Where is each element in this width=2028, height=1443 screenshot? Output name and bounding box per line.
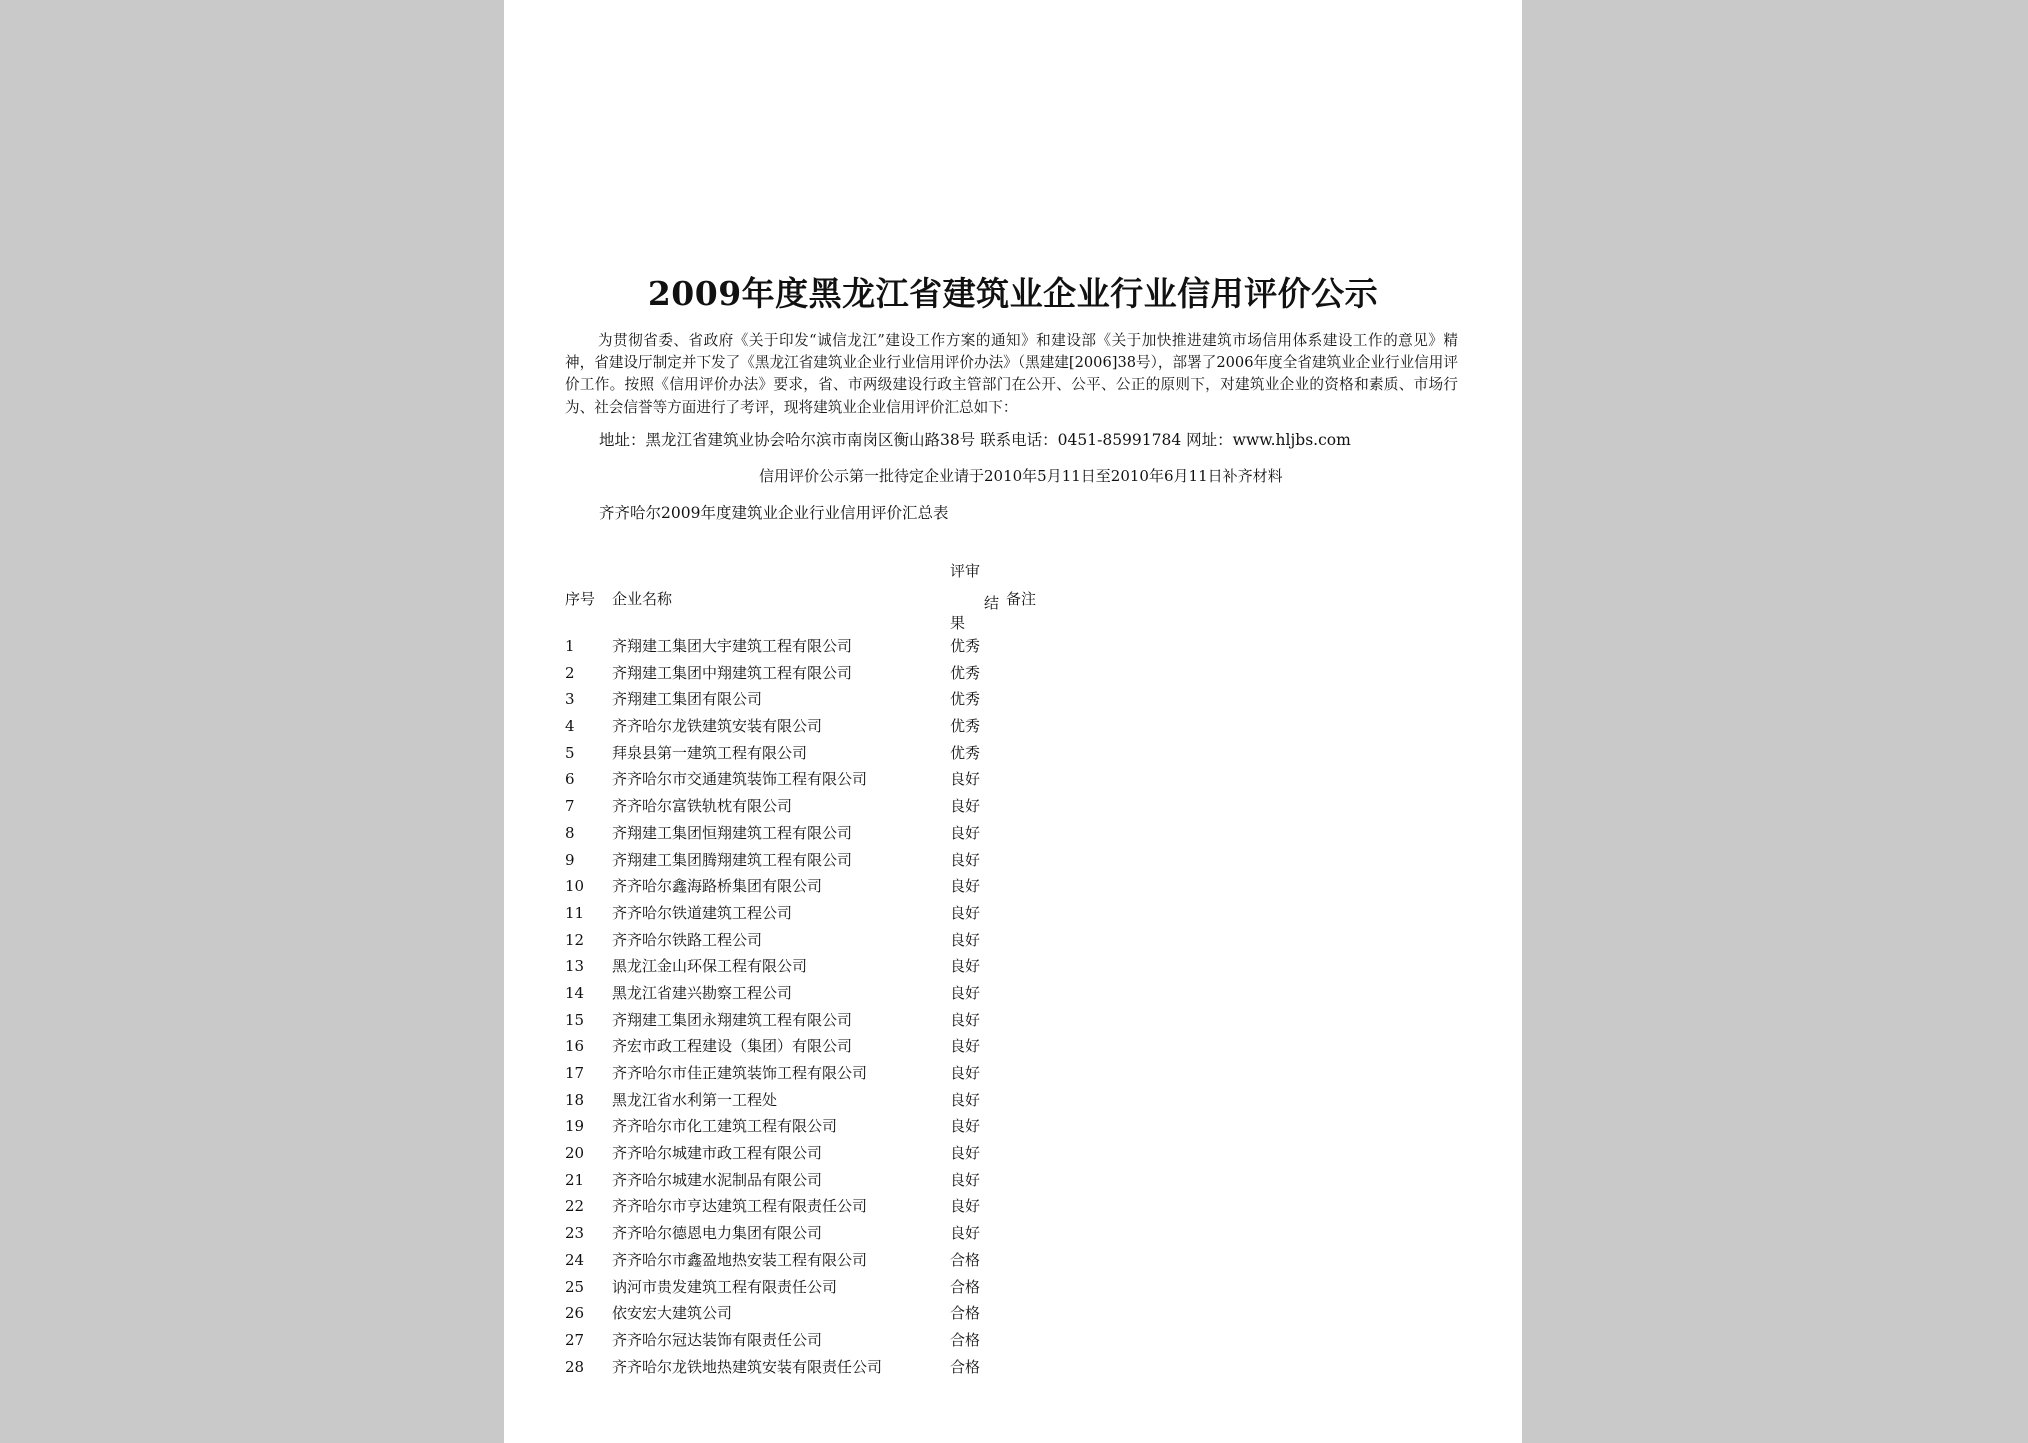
table-row bbox=[565, 1063, 1165, 1090]
header-note: 备注 bbox=[1006, 590, 1037, 608]
table-row bbox=[565, 663, 1165, 690]
row-result: 合格 bbox=[950, 1330, 981, 1349]
row-company-name: 齐宏市政工程建设（集团）有限公司 bbox=[612, 1037, 853, 1056]
row-result: 合格 bbox=[950, 1304, 981, 1323]
row-seq: 15 bbox=[565, 1010, 585, 1029]
notice-line: 信用评价公示第一批待定企业请于2010年5月11日至2010年6月11日补齐材料 bbox=[759, 467, 1283, 485]
row-seq: 19 bbox=[565, 1117, 585, 1136]
row-seq: 7 bbox=[565, 797, 575, 816]
table-row bbox=[565, 716, 1165, 743]
row-seq: 9 bbox=[565, 850, 575, 869]
row-company-name: 齐齐哈尔龙铁建筑安装有限公司 bbox=[612, 717, 823, 736]
intro-paragraph: 为贯彻省委、省政府《关于印发“诚信龙江”建设工作方案的通知》和建设部《关于加快推进建筑市场信用体系建设工作的意见》精神，省建设厅制定并下发了《黑龙江省建筑业企业行业信用评价办法》（黑建建[2006]38号），部署了2006年度全省建筑业企业行业信用评价工作。按照《信用评价办法》要求，省、市两级建设行政主管部门在公开、公平、公正的原则下，对建筑业企业的资格和素质、市场行为、社会信誉等方面进行了考评，现将建筑业企业信用评价汇总如下： bbox=[565, 332, 1458, 416]
row-seq: 24 bbox=[565, 1250, 585, 1269]
row-company-name: 齐齐哈尔富铁轨枕有限公司 bbox=[612, 797, 793, 816]
header-result-part-2: 结 bbox=[984, 594, 1000, 612]
row-company-name: 齐翔建工集团永翔建筑工程有限公司 bbox=[612, 1010, 853, 1029]
row-company-name: 齐翔建工集团腾翔建筑工程有限公司 bbox=[612, 850, 853, 869]
row-result: 良好 bbox=[950, 1090, 981, 1109]
table-body bbox=[565, 636, 1165, 1383]
row-seq: 21 bbox=[565, 1170, 585, 1189]
table-row bbox=[565, 1223, 1165, 1250]
row-result: 良好 bbox=[950, 1224, 981, 1243]
row-company-name: 齐齐哈尔城建水泥制品有限公司 bbox=[612, 1170, 823, 1189]
row-result: 优秀 bbox=[950, 690, 981, 709]
header-company-name: 企业名称 bbox=[612, 590, 673, 608]
table-row bbox=[565, 1143, 1165, 1170]
table-row bbox=[565, 1330, 1165, 1357]
row-result: 良好 bbox=[950, 1037, 981, 1056]
table-row bbox=[565, 1010, 1165, 1037]
row-company-name: 齐齐哈尔城建市政工程有限公司 bbox=[612, 1144, 823, 1163]
table-row bbox=[565, 1357, 1165, 1384]
table-row bbox=[565, 769, 1165, 796]
row-result: 良好 bbox=[950, 903, 981, 922]
table-row bbox=[565, 1277, 1165, 1304]
table-row bbox=[565, 1036, 1165, 1063]
row-result: 良好 bbox=[950, 1144, 981, 1163]
table-row bbox=[565, 876, 1165, 903]
row-company-name: 齐齐哈尔市交通建筑装饰工程有限公司 bbox=[612, 770, 868, 789]
row-company-name: 齐齐哈尔市亨达建筑工程有限责任公司 bbox=[612, 1197, 868, 1216]
row-company-name: 依安宏大建筑公司 bbox=[612, 1304, 733, 1323]
row-company-name: 齐翔建工集团大宇建筑工程有限公司 bbox=[612, 637, 853, 655]
table-title: 齐齐哈尔2009年度建筑业企业行业信用评价汇总表 bbox=[599, 504, 949, 522]
table-row bbox=[565, 930, 1165, 957]
row-result: 良好 bbox=[950, 957, 981, 976]
row-company-name: 讷河市贵发建筑工程有限责任公司 bbox=[612, 1277, 838, 1296]
row-result: 良好 bbox=[950, 983, 981, 1002]
table-row bbox=[565, 1250, 1165, 1277]
row-result: 良好 bbox=[950, 1064, 981, 1082]
table-row bbox=[565, 1170, 1165, 1197]
row-seq: 2 bbox=[565, 663, 575, 682]
table-row bbox=[565, 850, 1165, 877]
row-seq: 22 bbox=[565, 1197, 585, 1216]
row-result: 良好 bbox=[950, 930, 981, 949]
table-row bbox=[565, 689, 1165, 716]
row-seq: 4 bbox=[565, 717, 575, 736]
table-row bbox=[565, 903, 1165, 930]
table-row bbox=[565, 1090, 1165, 1117]
row-seq: 10 bbox=[565, 877, 585, 896]
table-row bbox=[565, 823, 1165, 850]
row-company-name: 齐齐哈尔鑫海路桥集团有限公司 bbox=[612, 877, 823, 896]
row-seq: 6 bbox=[565, 770, 575, 789]
row-result: 良好 bbox=[950, 877, 981, 896]
row-seq: 1 bbox=[565, 637, 575, 655]
table-row bbox=[565, 743, 1165, 770]
row-seq: 3 bbox=[565, 690, 575, 709]
row-seq: 23 bbox=[565, 1224, 585, 1243]
row-seq: 28 bbox=[565, 1357, 585, 1376]
row-result: 良好 bbox=[950, 823, 981, 842]
row-company-name: 齐齐哈尔市化工建筑工程有限公司 bbox=[612, 1117, 838, 1136]
row-company-name: 齐齐哈尔铁道建筑工程公司 bbox=[612, 903, 793, 922]
row-result: 良好 bbox=[950, 797, 981, 816]
row-company-name: 齐翔建工集团有限公司 bbox=[612, 690, 763, 709]
row-company-name: 黑龙江省建兴勘察工程公司 bbox=[612, 983, 793, 1002]
row-company-name: 黑龙江省水利第一工程处 bbox=[612, 1090, 778, 1109]
row-seq: 12 bbox=[565, 930, 585, 949]
header-result-part-3: 果 bbox=[950, 614, 966, 632]
row-company-name: 黑龙江金山环保工程有限公司 bbox=[612, 957, 808, 976]
row-company-name: 拜泉县第一建筑工程有限公司 bbox=[612, 743, 808, 762]
header-result-part-1: 评审 bbox=[950, 562, 981, 580]
row-seq: 8 bbox=[565, 823, 575, 842]
row-company-name: 齐齐哈尔铁路工程公司 bbox=[612, 930, 763, 949]
row-company-name: 齐齐哈尔龙铁地热建筑安装有限责任公司 bbox=[612, 1357, 883, 1376]
row-company-name: 齐齐哈尔市佳正建筑装饰工程有限公司 bbox=[612, 1064, 868, 1082]
table-row bbox=[565, 636, 1165, 663]
row-company-name: 齐齐哈尔市鑫盈地热安装工程有限公司 bbox=[612, 1250, 868, 1269]
row-seq: 11 bbox=[565, 903, 585, 922]
table-row bbox=[565, 1303, 1165, 1330]
row-result: 合格 bbox=[950, 1357, 981, 1376]
table-row bbox=[565, 1196, 1165, 1223]
row-result: 良好 bbox=[950, 770, 981, 789]
row-seq: 14 bbox=[565, 983, 585, 1002]
row-result: 良好 bbox=[950, 1117, 981, 1136]
row-seq: 20 bbox=[565, 1144, 585, 1163]
document-title: 2009年度黑龙江省建筑业企业行业信用评价公示 bbox=[647, 274, 1379, 313]
row-result: 合格 bbox=[950, 1277, 981, 1296]
row-seq: 16 bbox=[565, 1037, 585, 1056]
row-result: 优秀 bbox=[950, 663, 981, 682]
row-seq: 13 bbox=[565, 957, 585, 976]
table-row bbox=[565, 983, 1165, 1010]
row-company-name: 齐翔建工集团中翔建筑工程有限公司 bbox=[612, 663, 853, 682]
header-seq: 序号 bbox=[565, 590, 596, 608]
table-row bbox=[565, 1116, 1165, 1143]
row-result: 优秀 bbox=[950, 637, 981, 655]
row-seq: 26 bbox=[565, 1304, 585, 1323]
row-company-name: 齐齐哈尔冠达装饰有限责任公司 bbox=[612, 1330, 823, 1349]
row-result: 良好 bbox=[950, 1170, 981, 1189]
row-result: 良好 bbox=[950, 850, 981, 869]
table-row bbox=[565, 796, 1165, 823]
row-result: 优秀 bbox=[950, 743, 981, 762]
row-seq: 18 bbox=[565, 1090, 585, 1109]
document-page bbox=[504, 0, 1522, 1443]
row-seq: 17 bbox=[565, 1064, 585, 1082]
row-result: 优秀 bbox=[950, 717, 981, 736]
row-result: 合格 bbox=[950, 1250, 981, 1269]
table-row bbox=[565, 956, 1165, 983]
row-company-name: 齐翔建工集团恒翔建筑工程有限公司 bbox=[612, 823, 853, 842]
row-seq: 5 bbox=[565, 743, 575, 762]
row-company-name: 齐齐哈尔德恩电力集团有限公司 bbox=[612, 1224, 823, 1243]
row-result: 良好 bbox=[950, 1010, 981, 1029]
row-seq: 25 bbox=[565, 1277, 585, 1296]
row-seq: 27 bbox=[565, 1330, 585, 1349]
contact-line: 地址：黑龙江省建筑业协会哈尔滨市南岗区衡山路38号 联系电话：0451-85991784 网址：www.hljbs.com bbox=[599, 431, 1351, 449]
row-result: 良好 bbox=[950, 1197, 981, 1216]
